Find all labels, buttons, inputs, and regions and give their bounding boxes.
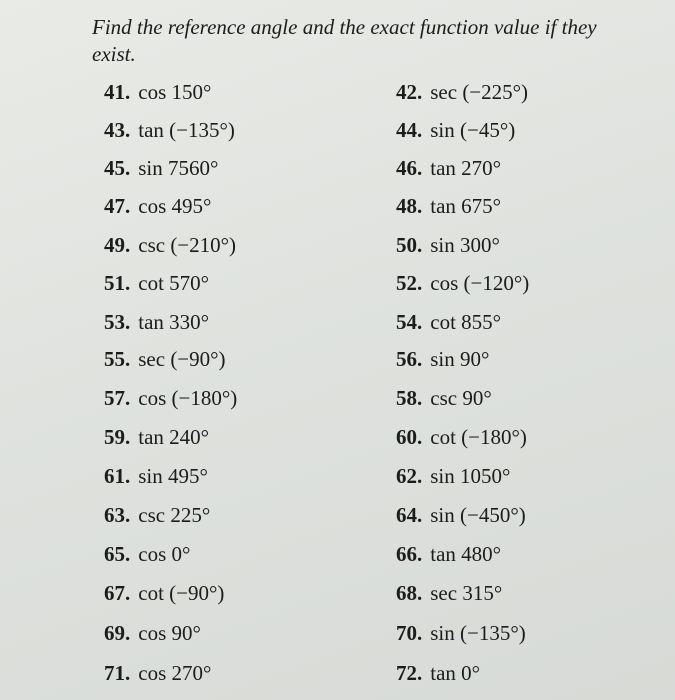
problem-item [396,541,501,567]
problem-number: 43. [104,118,131,142]
problem-number: 49. [104,233,131,257]
problem-item [396,463,510,489]
problem-expression: cos (−180°) [138,386,238,410]
problem-item [396,155,501,181]
problem-expression: cos 270° [138,661,212,685]
problem-number: 69. [104,621,131,645]
problem-item [104,502,210,528]
problem-number: 71. [104,661,131,685]
problem-number: 42. [396,80,423,104]
problem-number: 65. [104,542,131,566]
problem-item [396,424,527,450]
problem-expression: tan 675° [430,194,502,218]
problem-item [104,660,211,686]
problem-number: 54. [396,310,423,334]
problem-item [396,79,528,105]
problem-item [396,620,526,646]
problem-item [396,580,502,606]
problem-expression: cot (−180°) [430,425,527,449]
problem-number: 58. [396,386,423,410]
problem-number: 46. [396,156,423,180]
problem-expression: cos 90° [138,621,201,645]
problem-number: 48. [396,194,423,218]
problem-number: 60. [396,425,423,449]
problem-item [396,232,500,258]
problem-number: 68. [396,581,423,605]
problem-expression: cos (−120°) [430,271,530,295]
problem-expression: sin 7560° [138,156,219,180]
problem-expression: sin (−450°) [430,503,526,527]
problem-expression: sin 1050° [430,464,511,488]
problem-item [104,385,237,411]
problem-item [104,270,209,296]
problem-item [396,309,501,335]
problem-number: 50. [396,233,423,257]
problem-number: 56. [396,347,423,371]
problem-number: 55. [104,347,131,371]
problem-expression: tan 330° [138,310,210,334]
problem-expression: tan 480° [430,542,502,566]
problem-expression: cot (−90°) [138,581,225,605]
problem-number: 47. [104,194,131,218]
problem-expression: tan (−135°) [138,118,235,142]
problem-number: 61. [104,464,131,488]
problem-number: 72. [396,661,423,685]
problem-number: 67. [104,581,131,605]
problem-item [396,270,529,296]
problem-item [104,193,211,219]
problem-expression: sin (−135°) [430,621,526,645]
problem-item [396,346,489,372]
problem-expression: csc (−210°) [138,233,237,257]
problem-item [104,232,236,258]
problem-expression: tan 0° [430,661,481,685]
problem-expression: tan 270° [430,156,502,180]
problem-number: 66. [396,542,423,566]
problem-item [104,620,201,646]
problem-item [104,346,226,372]
problem-expression: sec (−225°) [430,80,529,104]
problem-number: 45. [104,156,131,180]
problem-item [104,463,208,489]
instructions: Find the reference angle and the exact function value if they exist. [92,15,597,66]
problem-expression: cos 495° [138,194,212,218]
problem-expression: cot 855° [430,310,502,334]
problem-expression: tan 240° [138,425,210,449]
problem-number: 44. [396,118,423,142]
problem-expression: csc 225° [138,503,211,527]
problem-expression: sin (−45°) [430,118,516,142]
problem-expression: cot 570° [138,271,210,295]
problem-number: 63. [104,503,131,527]
problem-number: 53. [104,310,131,334]
problem-number: 52. [396,271,423,295]
problem-number: 41. [104,80,131,104]
problem-item [104,541,190,567]
problem-item [396,660,480,686]
problem-expression: sin 90° [430,347,490,371]
problem-number: 62. [396,464,423,488]
problem-item [104,117,235,143]
problem-item [104,309,209,335]
problem-number: 51. [104,271,131,295]
problem-item [104,155,218,181]
problem-expression: cos 0° [138,542,191,566]
problem-expression: sin 495° [138,464,208,488]
problem-number: 57. [104,386,131,410]
problem-item [396,385,492,411]
problem-item [104,424,209,450]
problem-expression: sec 315° [430,581,503,605]
problem-number: 64. [396,503,423,527]
problem-item [104,580,224,606]
problem-expression: sec (−90°) [138,347,226,371]
problem-expression: sin 300° [430,233,500,257]
problem-expression: csc 90° [430,386,492,410]
problem-item [104,79,211,105]
problem-item [396,502,526,528]
problem-expression: cos 150° [138,80,212,104]
problem-number: 59. [104,425,131,449]
problem-item [396,117,515,143]
problem-number: 70. [396,621,423,645]
problem-item [396,193,501,219]
